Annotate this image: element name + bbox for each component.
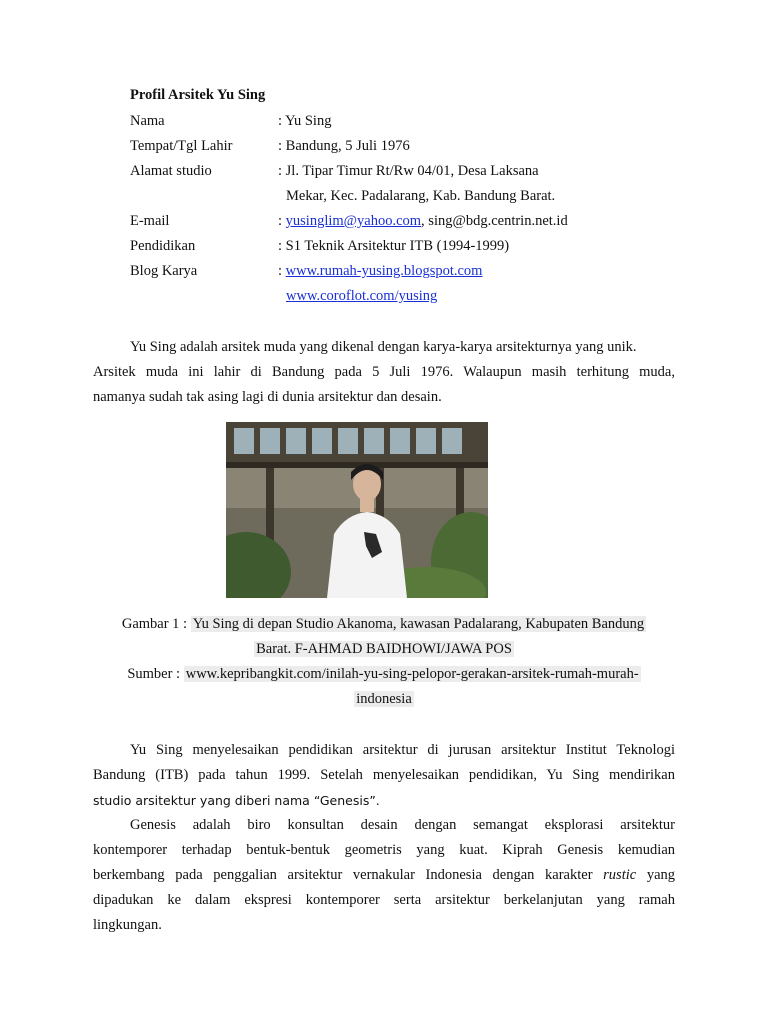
paragraph-line: berkembang pada penggalian arsitektur vernakular Indonesia dengan karakter rustic yang xyxy=(93,867,676,883)
blog-link[interactable]: www.coroflot.com/yusing xyxy=(286,288,438,304)
profile-value: : Yu Sing xyxy=(278,113,332,129)
profile-value xyxy=(278,261,690,286)
blog-prefix: : xyxy=(278,263,286,279)
profile-value: : Bandung, 5 Juli 1976 xyxy=(278,138,410,154)
caption-source-line: Sumber : www.kepribangkit.com/inilah-yu-sing-pelopor-gerakan-arsitek-rumah-murah- xyxy=(127,666,639,682)
caption-line: Barat. F-AHMAD BAIDHOWI/JAWA POS xyxy=(256,641,512,657)
profile-label: Tempat/Tgl Lahir xyxy=(130,138,233,154)
profile-label: E-mail xyxy=(130,213,170,229)
paragraph-line: kontemporer terhadap bentuk-bentuk geometris yang kuat. Kiprah Genesis kemudian xyxy=(93,842,675,858)
paragraph-line: namanya sudah tak asing lagi di dunia arsitektur dan desain. xyxy=(93,389,442,405)
profile-row-nama xyxy=(130,111,690,136)
caption-source-line: indonesia xyxy=(356,691,412,707)
paragraph-genesis xyxy=(93,813,675,938)
paragraph-intro xyxy=(93,335,675,410)
profile-label-empty xyxy=(130,186,278,211)
paragraph-line: Bandung (ITB) pada tahun 1999. Setelah menyelesaikan pendidikan, Yu Sing mendirikan xyxy=(93,767,675,783)
profile-table xyxy=(130,111,690,311)
paragraph-line: Yu Sing adalah arsitek muda yang dikenal dengan karya-karya arsitekturnya yang unik. xyxy=(130,339,637,355)
email-rest: , sing@bdg.centrin.net.id xyxy=(421,213,568,229)
paragraph-line: Genesis adalah biro konsultan desain dengan semangat eksplorasi arsitektur xyxy=(130,817,675,833)
profile-row-alamat xyxy=(130,161,690,186)
profile-label: Pendidikan xyxy=(130,238,196,254)
profile-row-email xyxy=(130,211,690,236)
figure-caption xyxy=(80,612,688,712)
email-prefix: : xyxy=(278,213,286,229)
caption-line: Gambar 1 : Yu Sing di depan Studio Akanoma, kawasan Padalarang, Kabupaten Bandung xyxy=(121,616,645,632)
profile-label: Blog Karya xyxy=(130,263,198,279)
profile-row-pendidikan xyxy=(130,236,690,261)
profile-label: Nama xyxy=(130,113,165,129)
profile-label: Alamat studio xyxy=(130,163,212,179)
paragraph-line: Arsitek muda ini lahir di Bandung pada 5 Juli 1976. Walaupun masih terhitung muda, xyxy=(93,364,675,380)
paragraph-line: dipadukan ke dalam ekspresi kontemporer serta arsitektur berkelanjutan yang ramah xyxy=(93,892,675,908)
paragraph-education xyxy=(93,738,675,813)
photo-illustration xyxy=(226,422,488,598)
profile-value xyxy=(278,211,690,236)
paragraph-line: studio arsitektur yang diberi nama “Genesis”. xyxy=(93,793,380,808)
paragraph-line: lingkungan. xyxy=(93,917,162,933)
profile-value: : S1 Teknik Arsitektur ITB (1994-1999) xyxy=(278,238,510,254)
profile-row-alamat-cont xyxy=(130,186,690,211)
email-link[interactable]: yusinglim@yahoo.com xyxy=(285,213,422,229)
profile-value xyxy=(278,286,690,311)
profile-row-blog-cont xyxy=(130,286,690,311)
profile-label-empty xyxy=(130,286,278,311)
page-title: Profil Arsitek Yu Sing xyxy=(130,87,266,103)
profile-row-ttl xyxy=(130,136,690,161)
profile-value: Mekar, Kec. Padalarang, Kab. Bandung Barat. xyxy=(286,188,556,204)
paragraph-line: Yu Sing menyelesaikan pendidikan arsitektur di jurusan arsitektur Institut Teknologi xyxy=(130,742,675,758)
architect-photo xyxy=(226,422,488,598)
profile-row-blog xyxy=(130,261,690,286)
profile-value: : Jl. Tipar Timur Rt/Rw 04/01, Desa Laksana xyxy=(278,163,539,179)
blog-link[interactable]: www.rumah-yusing.blogspot.com xyxy=(285,263,483,279)
